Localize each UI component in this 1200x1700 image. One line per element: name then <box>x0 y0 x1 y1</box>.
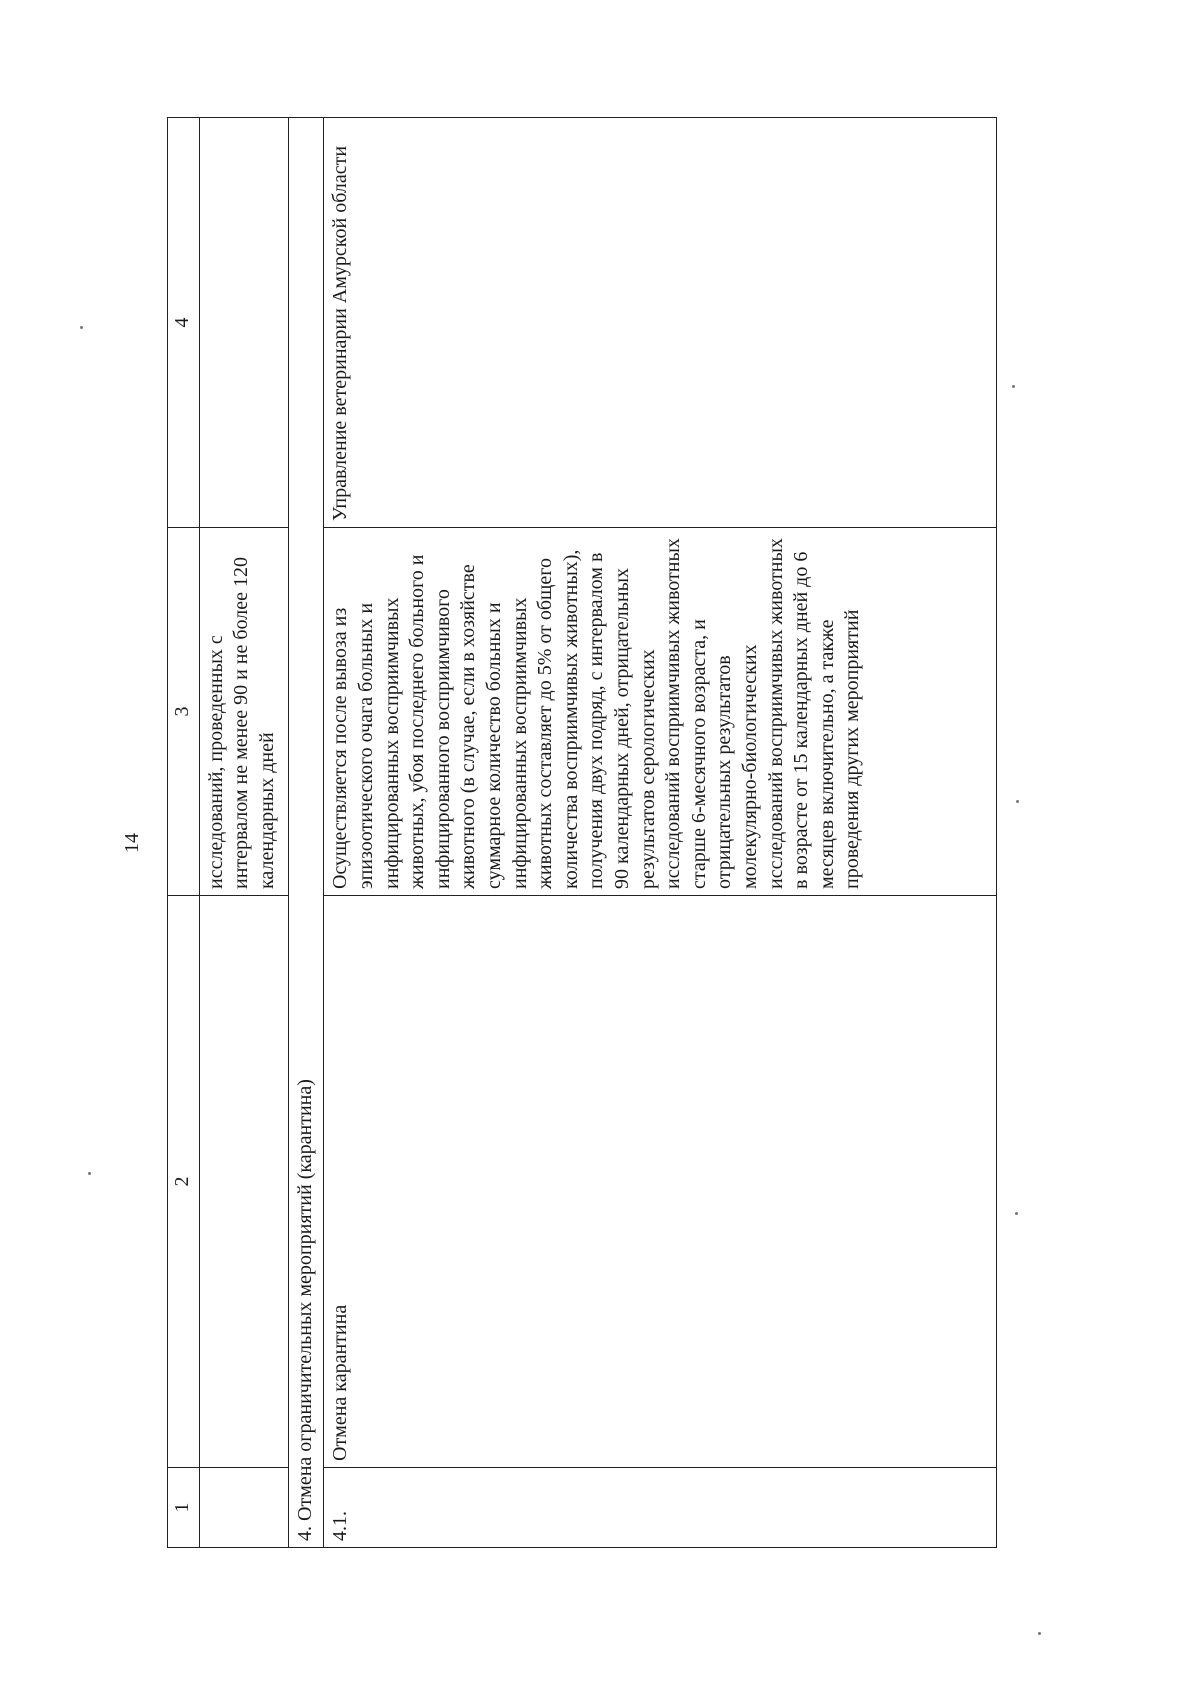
continuation-col2 <box>199 896 288 1468</box>
scan-speck <box>1038 1632 1041 1635</box>
column-number-3: 3 <box>168 528 200 896</box>
column-number-2: 2 <box>168 896 200 1468</box>
scan-speck <box>1012 385 1015 388</box>
continuation-col3: исследований, проведенных с интервалом не менее 90 и не более 120 календарных дней <box>199 528 288 896</box>
row-description: Осуществляется после вывоза из эпизоотического очага больных и инфицированных восприимчивых животных, убоя последнего больного и инфицированного восприимчивого животного (в случае, если в хозяйстве суммарное количество больных и инфицированных восприимчивых животных составляет до 5% от общего количества восприимчивых животных), получения двух подряд, с интервалом в 90 календарных дней, отрицательных результатов серологических исследований восприимчивых животных старше 6-месячного возраста, и отрицательных результатов молекулярно-биологических исследований восприимчивых животных в возрасте от 15 календарных дней до 6 месяцев включительно, а также проведения других мероприятий <box>324 528 997 896</box>
row-measure-name: Отмена карантина <box>324 896 997 1468</box>
scan-speck <box>80 326 83 329</box>
continuation-col4 <box>199 118 288 528</box>
measures-table <box>167 117 997 1548</box>
table-row <box>324 118 997 1548</box>
scan-speck <box>1015 1212 1018 1215</box>
row-number: 4.1. <box>324 1468 997 1548</box>
page-number: 14 <box>121 833 143 853</box>
scan-speck <box>1016 800 1019 803</box>
section-row <box>288 118 324 1548</box>
column-number-4: 4 <box>168 118 200 528</box>
row-responsible: Управление ветеринарии Амурской области <box>324 118 997 528</box>
rotated-table-wrapper <box>167 118 997 1548</box>
section-title: 4. Отмена ограничительных мероприятий (карантина) <box>288 118 324 1548</box>
scan-speck <box>88 1172 91 1175</box>
continuation-row <box>199 118 288 1548</box>
column-number-1: 1 <box>168 1468 200 1548</box>
continuation-col1 <box>199 1468 288 1548</box>
table-header-row <box>168 118 200 1548</box>
